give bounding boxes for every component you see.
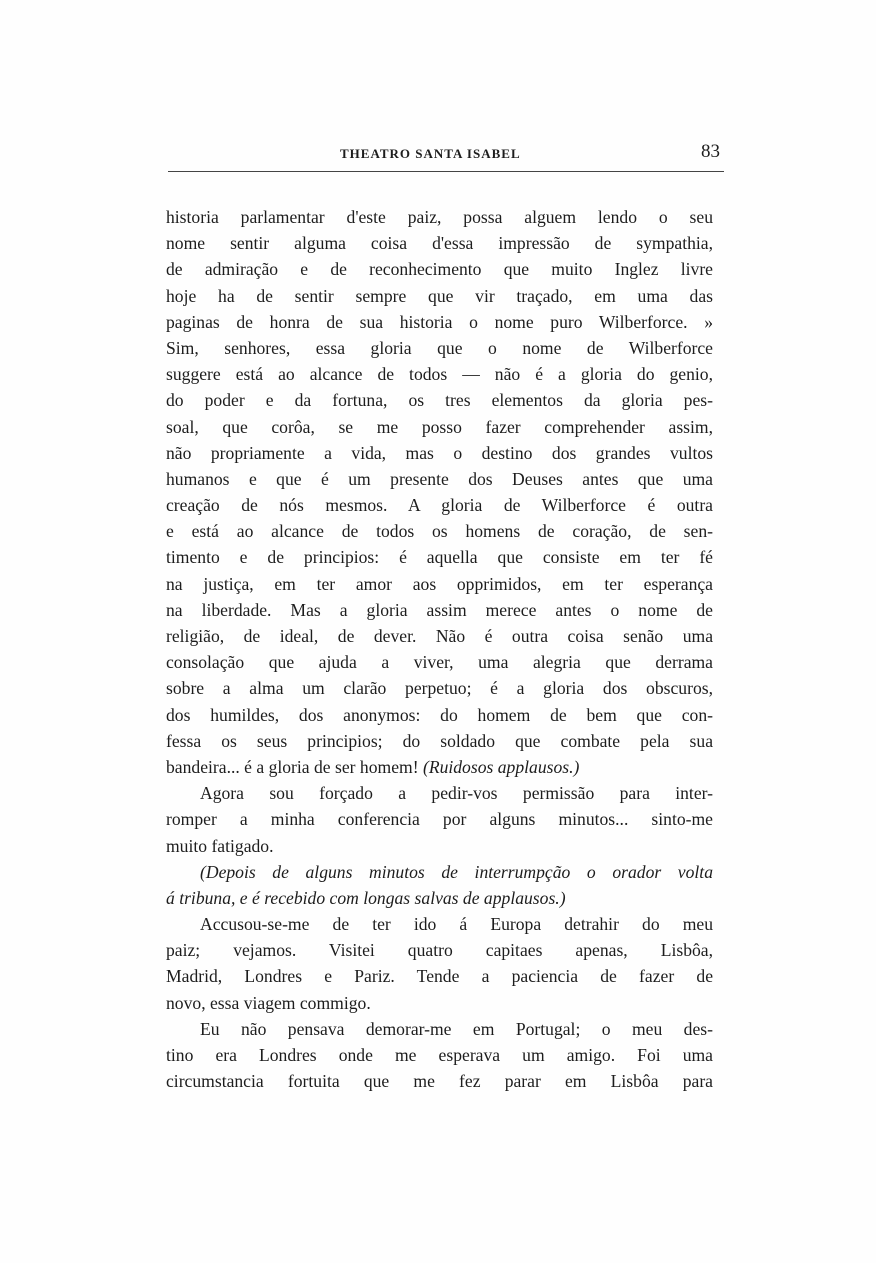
text-line: Eu não pensava demorar-me em Portugal; o meu des- [200, 1018, 713, 1039]
text-line: não propriamente a vida, mas o destino dos grandes vultos [166, 442, 713, 463]
text-line: creação de nós mesmos. A gloria de Wilberforce é outra [166, 495, 713, 516]
text-line: sobre a alma um clarão perpetuo; é a gloria dos obscuros, [166, 678, 713, 699]
text-line: fessa os seus principios; do soldado que combate pela sua [166, 730, 713, 751]
page-number: 83 [701, 141, 720, 162]
text-line: na liberdade. Mas a gloria assim merece antes o nome de [166, 599, 713, 620]
text-line: tino era Londres onde me esperava um amigo. Foi uma [166, 1045, 713, 1065]
text-line: na justiça, em ter amor aos opprimidos, em ter esperança [166, 573, 713, 594]
text-fragment: bandeira... é a gloria de ser homem! [166, 756, 423, 777]
text-line: Accusou-se-me de ter ido á Europa detrahir do meu [200, 914, 713, 935]
text-line: dos humildes, dos anonymos: do homem de bem que con- [166, 704, 713, 725]
text-line: circumstancia fortuita que me fez parar em Lisbôa para [166, 1071, 713, 1092]
page-header [168, 140, 720, 174]
text-line: novo, essa viagem commigo. [166, 992, 371, 1013]
text-line: humanos e que é um presente dos Deuses antes que uma [166, 468, 713, 489]
text-line: religião, de ideal, de dever. Não é outra coisa senão uma [166, 626, 713, 646]
running-title: THEATRO SANTA ISABEL [340, 146, 521, 161]
text-line: timento e de principios: é aquella que consiste em ter fé [166, 547, 713, 568]
text-line: de admiração e de reconhecimento que muito Inglez livre [166, 259, 713, 280]
stage-direction-line: (Depois de alguns minutos de interrumpção o orador volta [200, 861, 713, 882]
text-line: Sim, senhores, essa gloria que o nome de Wilberforce [166, 337, 713, 358]
text-line: nome sentir alguma coisa d'essa impressão de sympathia, [166, 233, 713, 254]
applause-note: (Ruidosos applausos.) [422, 756, 580, 777]
text-line: e está ao alcance de todos os homens de coração, de sen- [166, 521, 713, 542]
text-line: do poder e da fortuna, os tres elementos da gloria pes- [166, 390, 713, 411]
text-line: romper a minha conferencia por alguns minutos... sinto-me [166, 809, 713, 830]
text-line: Agora sou forçado a pedir-vos permissão para inter- [200, 783, 713, 804]
text-line: paiz; vejamos. Visitei quatro capitaes apenas, Lisbôa, [166, 940, 713, 961]
text-line: suggere está ao alcance de todos — não é a gloria do genio, [166, 364, 713, 385]
text-line: historia parlamentar d'este paiz, possa alguem lendo o seu [166, 207, 713, 227]
text-line: Madrid, Londres e Pariz. Tende a paciencia de fazer de [166, 966, 713, 987]
text-line: consolação que ajuda a viver, uma alegria que derrama [166, 652, 713, 673]
body-text [166, 204, 713, 1094]
text-line-last [166, 754, 713, 780]
text-line: hoje ha de sentir sempre que vir traçado, em uma das [166, 285, 713, 306]
text-line: paginas de honra de sua historia o nome puro Wilberforce. » [166, 311, 713, 332]
text-line: muito fatigado. [166, 835, 274, 856]
header-rule [168, 171, 724, 172]
text-line: soal, que corôa, se me posso fazer comprehender assim, [166, 416, 713, 437]
stage-direction-line: á tribuna, e é recebido com longas salvas de applausos.) [166, 887, 566, 908]
